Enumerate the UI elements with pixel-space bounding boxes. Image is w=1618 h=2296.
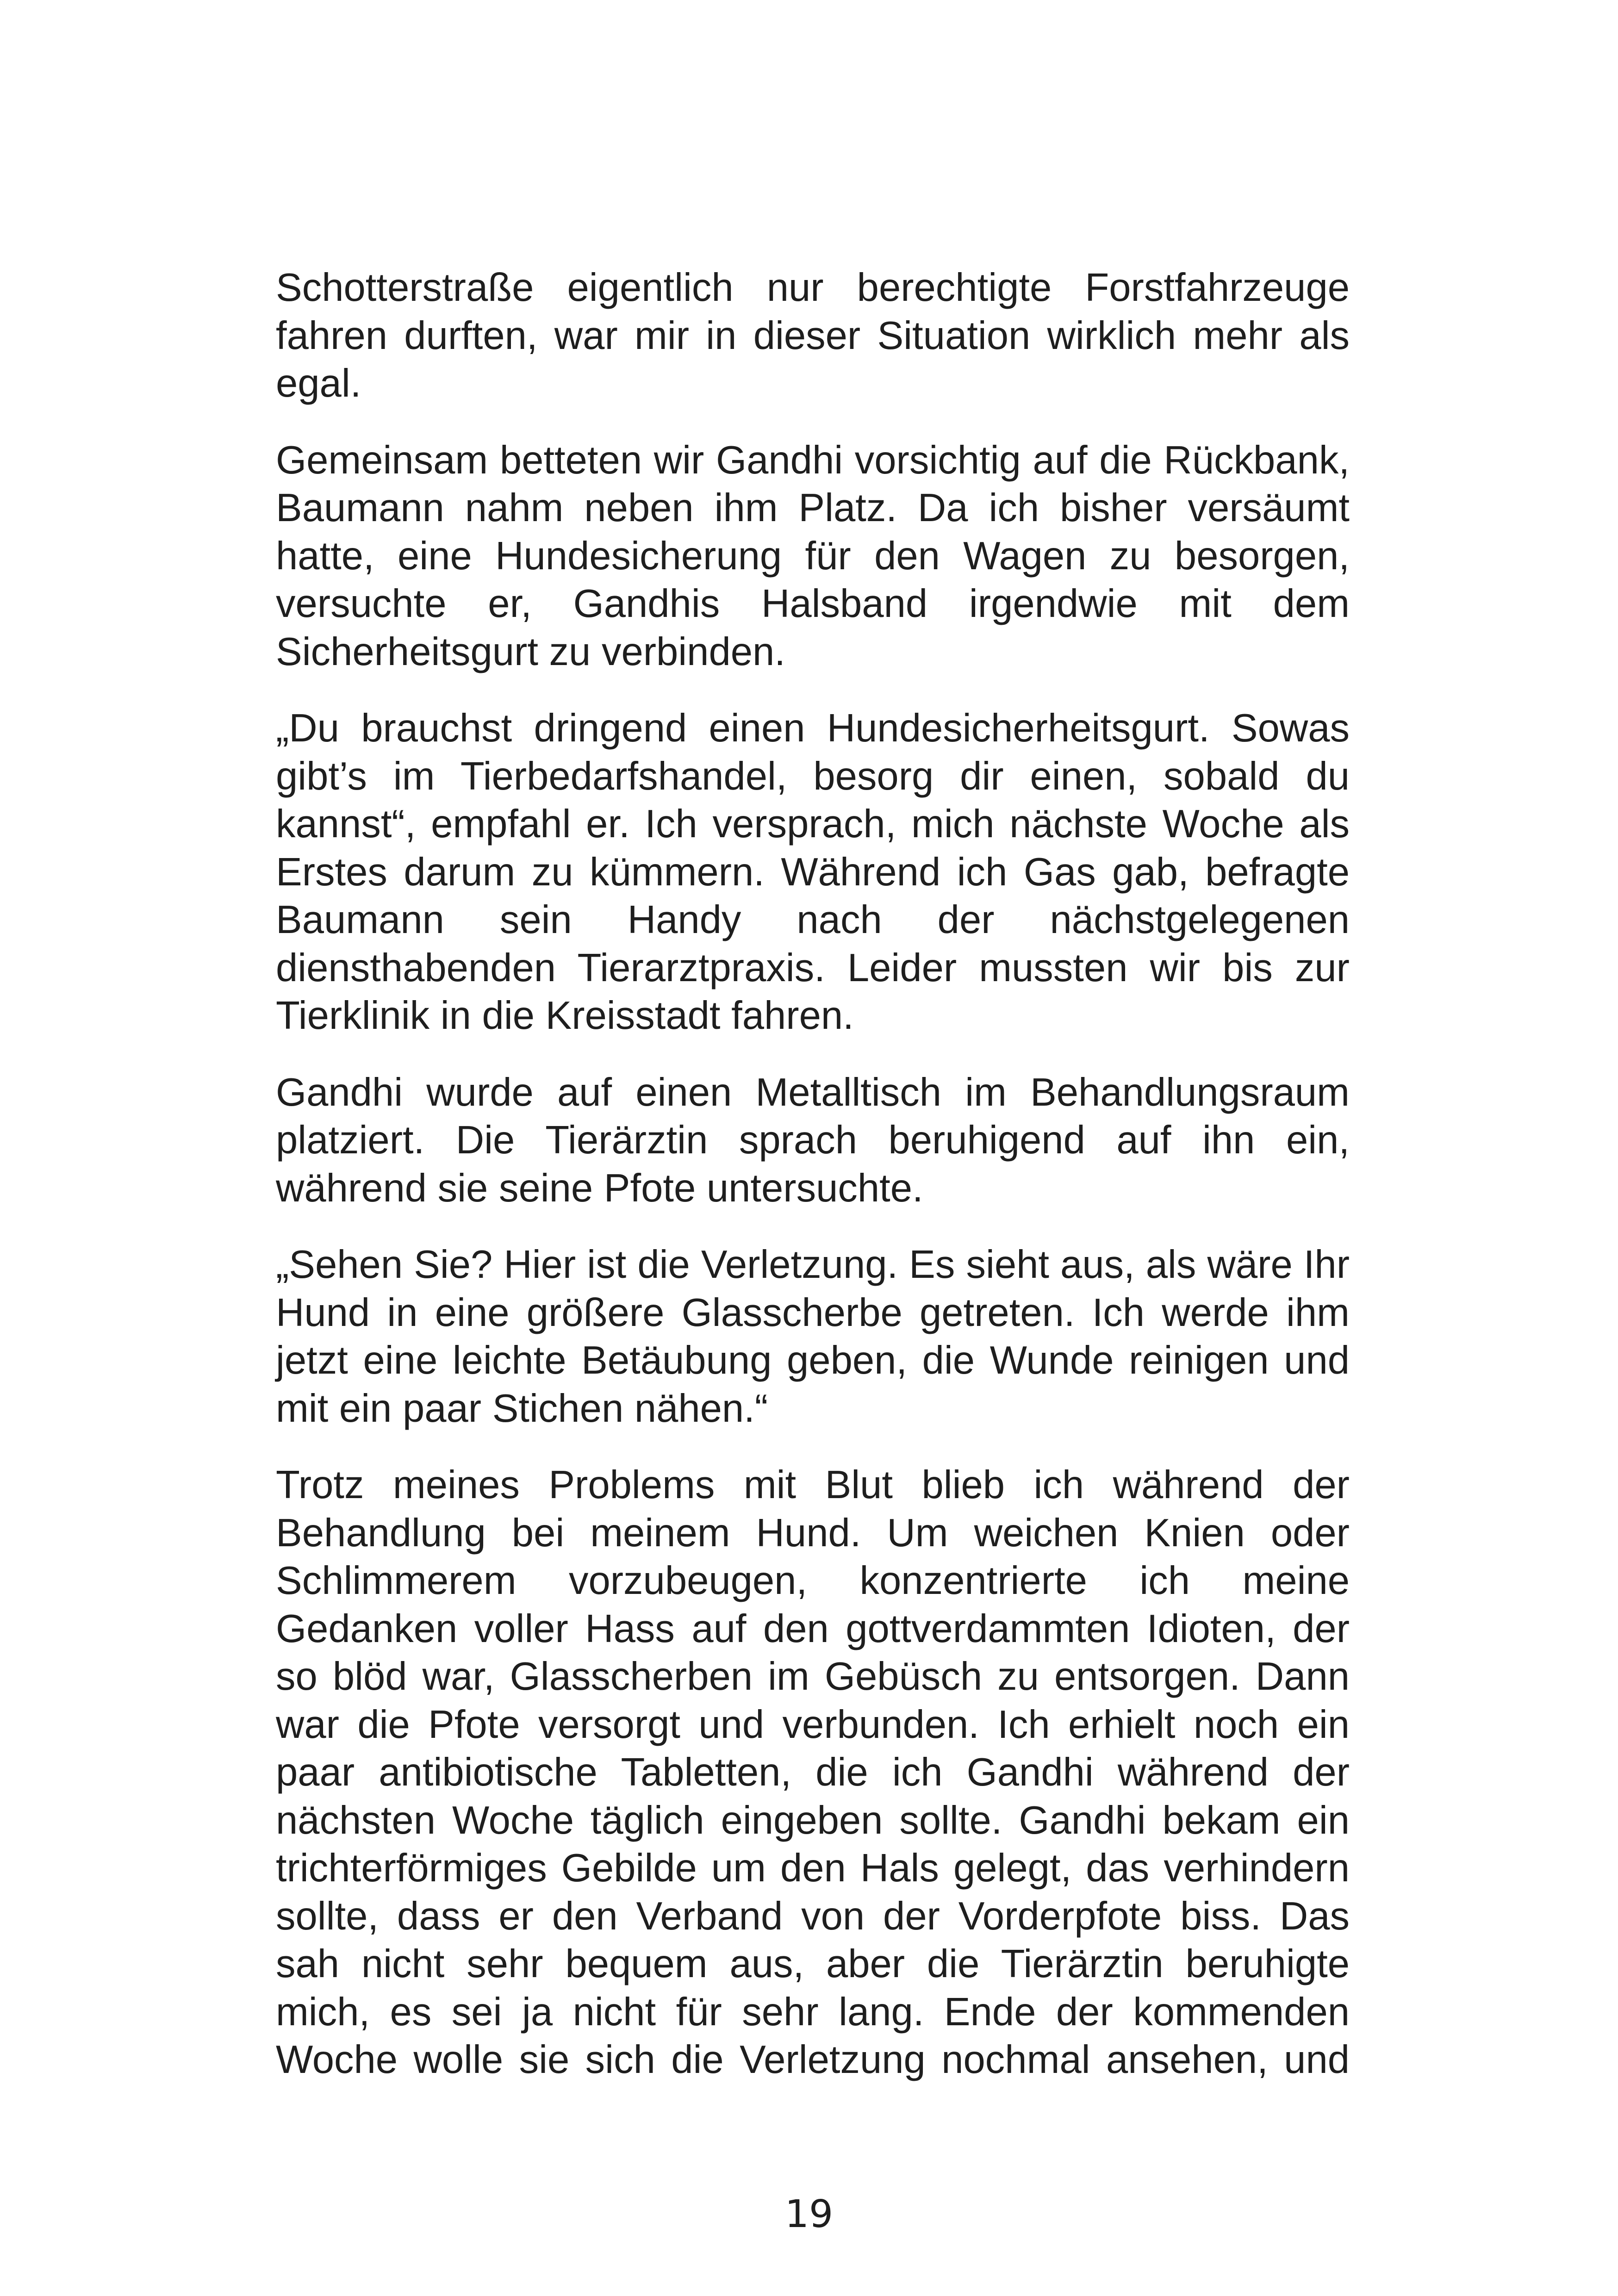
body-text xyxy=(276,264,1350,2084)
paragraph: „Du brauchst dringend einen Hundesicherheitsgurt. Sowas gibt’s im Tierbedarfshandel, besorg dir einen, sobald du kannst“, empfahl er. Ich versprach, mich nächste Woche als Erstes darum zu kümmern. Während ich Gas gab, befragte Baumann sein Handy nach der nächstgelegenen diensthabenden Tierarztpraxis. Leider mussten wir bis zur Tierklinik in die Kreisstadt fahren. xyxy=(276,706,1350,1038)
paragraph: Gemeinsam betteten wir Gandhi vorsichtig auf die Rückbank, Baumann nahm neben ihm Platz. Da ich bisher versäumt hatte, eine Hundesicherung für den Wagen zu besorgen, versuchte er, Gandhis Halsband irgendwie mit dem Sicherheitsgurt zu verbinden. xyxy=(276,438,1350,674)
page-number: 19 xyxy=(784,2192,834,2236)
paragraph: „Sehen Sie? Hier ist die Verletzung. Es sieht aus, als wäre Ihr Hund in eine größere Glasscherbe getreten. Ich werde ihm jetzt eine leichte Betäubung geben, die Wunde reinigen und mit ein paar Stichen nähen.“ xyxy=(276,1243,1350,1431)
paragraph: Schotterstraße eigentlich nur berechtigte Forstfahrzeuge fahren durften, war mir in dieser Situation wirklich mehr als egal. xyxy=(276,266,1350,405)
paragraph: Trotz meines Problems mit Blut blieb ich während der Behandlung bei meinem Hund. Um weichen Knien oder Schlimmerem vorzubeugen, konzentrierte ich meine Gedanken voller Hass auf den gottverdammten Idioten, der so blöd war, Glasscherben im Gebüsch zu entsorgen. Dann war die Pfote versorgt und verbunden. Ich erhielt noch ein paar antibiotische Tabletten, die ich Gandhi während der nächsten Woche täglich eingeben sollte. Gandhi bekam ein trichterförmiges Gebilde um den Hals gelegt, das verhindern sollte, dass er den Verband von der Vorderpfote biss. Das sah nicht sehr bequem aus, aber die Tierärztin beruhigte mich, es sei ja nicht für sehr lang. Ende der kommenden Woche wolle sie sich die Verletzung nochmal ansehen, und xyxy=(276,1463,1350,2082)
paragraph: Gandhi wurde auf einen Metalltisch im Behandlungsraum platziert. Die Tierärztin sprach beruhigend auf ihn ein, während sie seine Pfote untersuchte. xyxy=(276,1070,1350,1210)
